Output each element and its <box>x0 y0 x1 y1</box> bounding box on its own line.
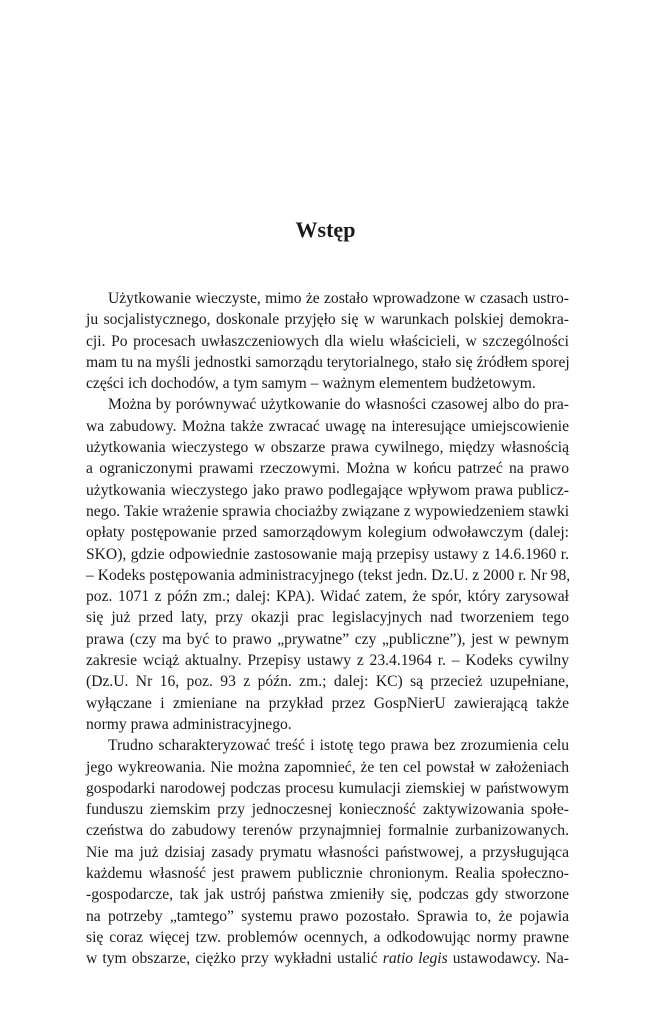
text-line: wyłączane i zmieniane na przykład przez GospNierU zawierającą także <box>86 694 569 712</box>
text-line <box>86 948 569 969</box>
text-line: każdemu własność jest prawem publicznie chronionym. Realia społeczno- <box>86 865 569 883</box>
text-segment: w tym obszarze, ciężko przy wykładni ustalić <box>86 950 383 968</box>
text-line: – Kodeks postępowania administracyjnego (tekst jedn. Dz.U. z 2000 r. Nr 98, <box>86 566 571 584</box>
text-line: czeństwa do zabudowy terenów przynajmniej formalnie zurbanizowanych. <box>86 822 569 840</box>
italic-term: ratio legis <box>382 950 448 968</box>
text-line: wa zabudowy. Można także zwracać uwagę na interesujące umiejscowienie <box>86 417 569 435</box>
text-line: -gospodarcze, tak jak ustrój państwa zmieniły się, podczas gdy stworzone <box>86 886 569 904</box>
text-line: prawa (czy ma być to prawo „prywatne” czy „publiczne”), jest w pewnym <box>86 630 569 648</box>
text-line: gospodarki narodowej podczas procesu kumulacji ziemskiej w państwowym <box>86 779 569 797</box>
text-line: się już przed laty, przy okazji prac legislacyjnych nad tworzeniem tego <box>86 609 569 627</box>
text-line: ju socjalistycznego, doskonale przyjęło się w warunkach polskiej demokra- <box>86 311 569 329</box>
text-line: zakresie wciąż aktualny. Przepisy ustawy z 23.4.1964 r. – Kodeks cywilny <box>86 652 569 670</box>
text-line: Można by porównywać użytkowanie do własności czasowej albo do pra- <box>108 396 569 414</box>
text-line: opłaty postępowanie przed samorządowym kolegium odwoławczym (dalej: <box>86 524 569 542</box>
chapter-title: Wstęp <box>295 217 356 242</box>
text-line: (Dz.U. Nr 16, poz. 93 z późn. zm.; dalej: KC) są przecież uzupełniane, <box>86 673 569 691</box>
text-line: normy prawa administracyjnego. <box>86 715 292 733</box>
text-line: cji. Po procesach uwłaszczeniowych dla wielu właścicieli, w szczególności <box>86 332 569 350</box>
paragraph-2 <box>86 394 569 735</box>
text-line: Trudno scharakteryzować treść i istotę tego prawa bez zrozumienia celu <box>108 737 569 755</box>
text-segment: ustawodawcy. Na- <box>447 950 570 968</box>
text-line: mam tu na myśli jednostki samorządu terytorialnego, stało się źródłem sporej <box>86 353 570 371</box>
text-line: jego wykreowania. Nie można zapomnieć, że ten cel powstał w założeniach <box>86 758 569 776</box>
text-line: Użytkowanie wieczyste, mimo że zostało wprowadzone w czasach ustro- <box>108 290 569 307</box>
text-line: nego. Takie wrażenie sprawia chociażby związane z wypowiedzeniem stawki <box>86 502 570 520</box>
text-line: użytkowania wieczystego jako prawo podlegające wpływom prawa publicz- <box>86 481 569 499</box>
text-line: poz. 1071 z późn zm.; dalej: KPA). Widać zatem, że spór, który zarysował <box>86 588 569 606</box>
text-line: części ich dochodów, a tym samym – ważnym elementem budżetowym. <box>86 375 536 393</box>
paragraph-3 <box>86 735 569 969</box>
body-text <box>86 288 569 970</box>
text-line: SKO), gdzie odpowiednie zastosowanie mają przepisy ustawy z 14.6.1960 r. <box>86 545 569 563</box>
text-line: Nie ma już dzisiaj zasady prymatu własności państwowej, a przysługująca <box>86 843 569 861</box>
paragraph-1 <box>86 288 569 394</box>
text-line: się coraz więcej tzw. problemów ocennych, a odkodowując normy prawne <box>86 928 569 946</box>
text-line: użytkowania wieczystego w obszarze prawa cywilnego, między własnością <box>86 439 569 457</box>
text-line: na potrzeby „tamtego” systemu prawo pozostało. Sprawia to, że pojawia <box>86 907 569 925</box>
text-line: a ograniczonymi prawami rzeczowymi. Można w końcu patrzeć na prawo <box>86 460 569 478</box>
text-line: funduszu ziemskim przy jednoczesnej konieczność zaktywizowania społe- <box>86 801 569 819</box>
